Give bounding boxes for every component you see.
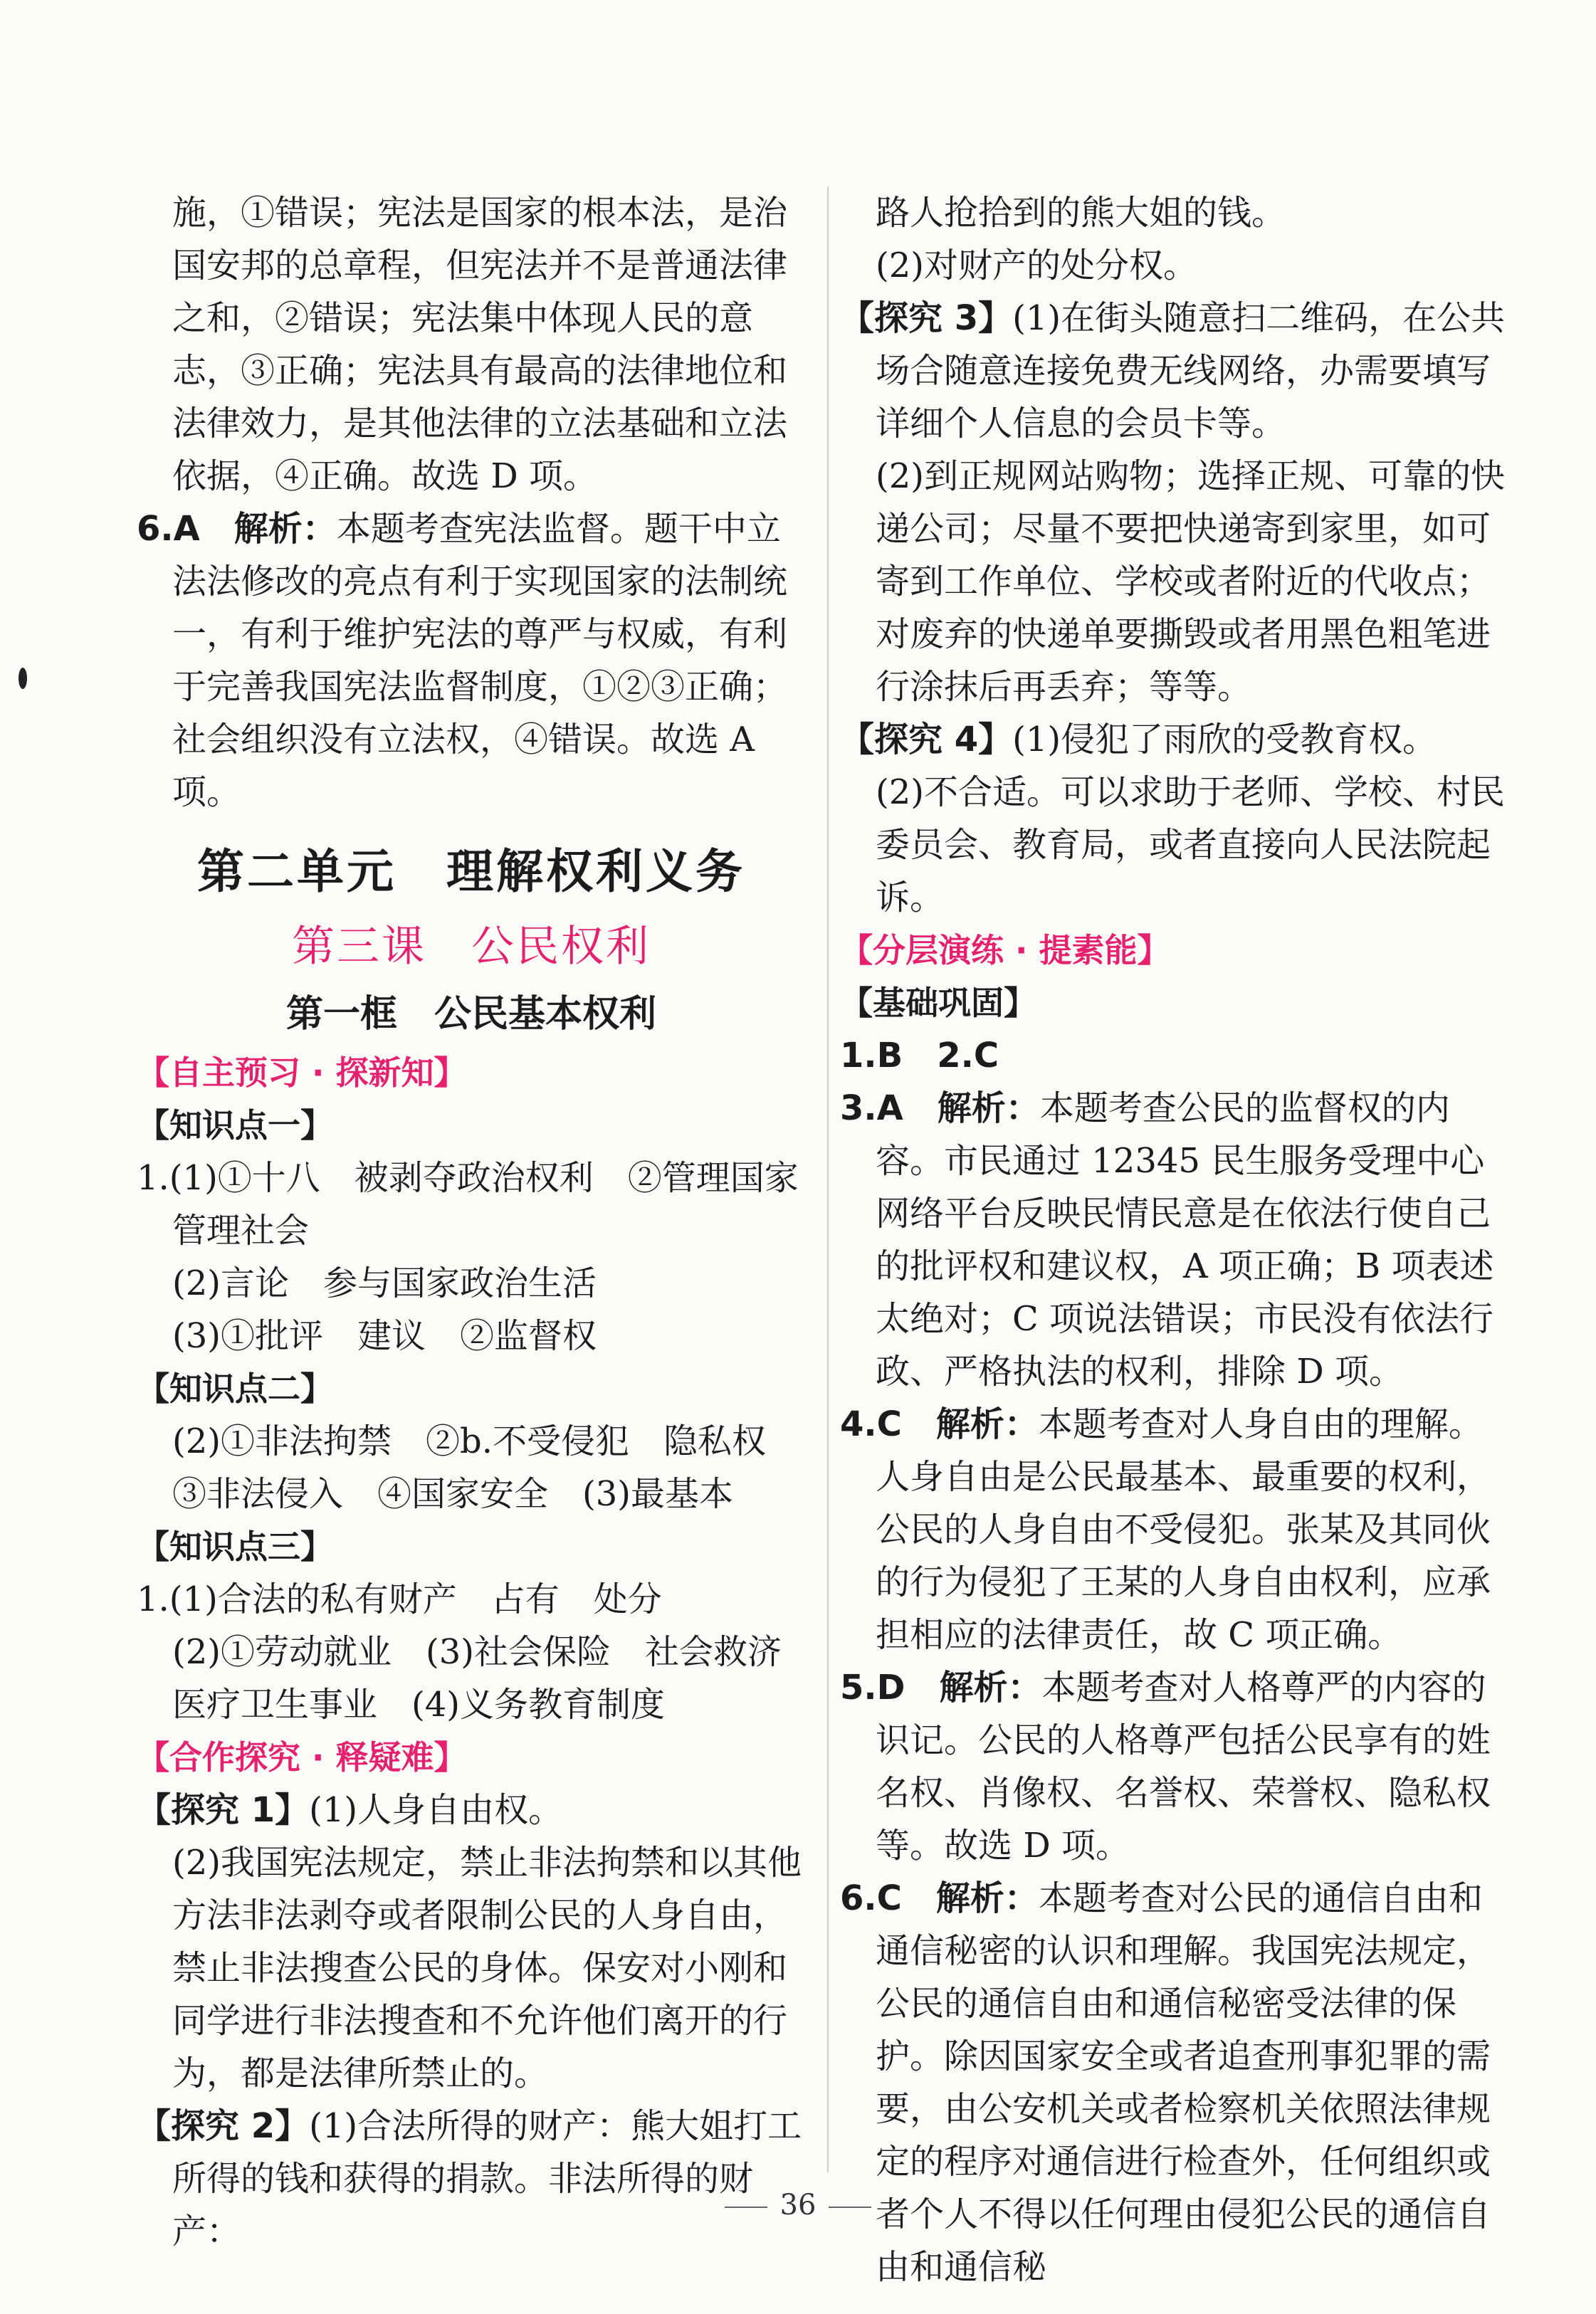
answer-6 <box>840 1872 1516 2293</box>
analysis-text: 本题考查对人身自由的理解。人身自由是公民最基本、最重要的权利，公民的人身自由不受侵犯。张某及其同伙的行为侵犯了王某的人身自由权利，应承担相应的法律责任，故 C 项正确。 <box>876 1404 1491 1655</box>
inquiry-1-part-2: (2)我国宪法规定，禁止非法拘禁和以其他方法非法剥夺或者限制公民的人身自由，禁止非法搜查公民的身体。保安对小刚和同学进行非法搜查和不允许他们离开的行为，都是法律所禁止的。 <box>172 1843 802 2093</box>
answer-number: 5.D <box>840 1668 905 1708</box>
answer-3 <box>840 1082 1516 1398</box>
page-number-dash <box>725 2207 767 2208</box>
answer-number: 6.A <box>137 509 200 549</box>
inquiry-text: (1)侵犯了雨欣的受教育权。 <box>1012 720 1437 759</box>
answer-number: 4.C <box>840 1404 902 1444</box>
analysis-text: 本题考查宪法监督。题干中立法法修改的亮点有利于实现国家的法制统一，有利于维护宪法的尊严与权威，有利于完善我国宪法监督制度，①②③正确；社会组织没有立法权，④错误。故选 A 项。 <box>172 509 788 812</box>
column-divider <box>827 186 829 2172</box>
answers-1-2: 1.B 2.C <box>840 1036 999 1076</box>
page-number-text: 36 <box>779 2189 817 2221</box>
basic-consolidation-heading: 【基础巩固】 <box>840 984 1036 1022</box>
inquiry-text: (1)合法所得的财产：熊大姐打工所得的钱和获得的捐款。非法所得的财产： <box>172 2106 802 2251</box>
inquiry-4-part-2: (2)不合适。可以求助于老师、学校、村民委员会、教育局，或者直接向人民法院起诉。 <box>876 772 1505 917</box>
inquiry-2-continuation: 路人抢拾到的熊大姐的钱。 <box>876 193 1286 233</box>
inquiry-label: 【探究 2】 <box>137 2106 310 2146</box>
kp1-line-c: (3)①批评 建议 ②监督权 <box>172 1316 597 1356</box>
inquiry-text: (1)在街头随意扫二维码，在公共场合随意连接免费无线网络，办需要填写详细个人信息的会员卡等。 <box>876 298 1506 443</box>
inquiry-label: 【探究 3】 <box>840 298 1013 338</box>
section-heading-cooperation: 【合作探究 · 释疑难】 <box>137 1738 467 1777</box>
kp1-line-a: 1.(1)①十八 被剥夺政治权利 ②管理国家管理社会 <box>137 1158 799 1251</box>
inquiry-1 <box>137 1784 806 1836</box>
analysis-label: 解析： <box>939 1668 1042 1708</box>
analysis-label: 解析： <box>935 1404 1039 1444</box>
frame-title: 第一框 公民基本权利 <box>285 993 656 1036</box>
answer-number: 6.C <box>840 1878 902 1918</box>
section-heading-preview: 【自主预习 · 探新知】 <box>137 1053 467 1092</box>
kp3-line-a: 1.(1)合法的私有财产 占有 处分 <box>137 1579 662 1619</box>
analysis-text: 本题考查公民的监督权的内容。市民通过 12345 民生服务受理中心网络平台反映民情民意是在依法行使自己的批评权和建议权，A 项正确；B 项表述太绝对；C 项说法错误；市民没有依法行政、严格执法的权利，排除 D 项。 <box>876 1088 1494 1392</box>
inquiry-3-part-2: (2)到正规网站购物；选择正规、可靠的快递公司；尽量不要把快递寄到家里，如可寄到工作单位、学校或者附近的代收点；对废弃的快递单要撕毁或者用黑色粗笔进行涂抹后再丢弃；等等。 <box>876 456 1505 707</box>
section-heading-layered-practice: 【分层演练 · 提素能】 <box>840 931 1170 969</box>
inquiry-label: 【探究 1】 <box>137 1790 310 1830</box>
inquiry-4 <box>840 713 1516 766</box>
kp1-line-b: (2)言论 参与国家政治生活 <box>172 1263 597 1303</box>
analysis-label: 解析： <box>233 509 337 549</box>
inquiry-label: 【探究 4】 <box>840 720 1013 759</box>
page-number <box>0 2189 1596 2221</box>
inquiry-text: (1)人身自由权。 <box>309 1790 563 1830</box>
kp3-line-b: (2)①劳动就业 (3)社会保险 社会救济医疗卫生事业 (4)义务教育制度 <box>172 1632 782 1725</box>
page-number-dash <box>829 2207 871 2208</box>
analysis-label: 解析： <box>937 1088 1040 1128</box>
kp2-line-b: ③非法侵入 ④国家安全 (3)最基本 <box>172 1474 733 1514</box>
answer-4 <box>840 1398 1516 1661</box>
answer-5 <box>840 1661 1516 1872</box>
kp2-line-a: (2)①非法拘禁 ②b.不受侵犯 隐私权 <box>172 1421 766 1461</box>
analysis-text: 本题考查对人格尊严的内容的识记。公民的人格尊严包括公民享有的姓名权、肖像权、名誉权、荣誉权、隐私权等。故选 D 项。 <box>876 1668 1491 1866</box>
answer-6 <box>137 503 806 819</box>
analysis-text: 本题考查对公民的通信自由和通信秘密的认识和理解。我国宪法规定，公民的通信自由和通信秘密受法律的保护。除因国家安全或者追查刑事犯罪的需要，由公安机关或者检察机关依照法律规定的程序对通信进行检查外，任何组织或者个人不得以任何理由侵犯公民的通信自由和通信秘 <box>876 1878 1491 2287</box>
right-column <box>840 186 1516 2293</box>
knowledge-point-3-heading: 【知识点三】 <box>137 1527 333 1566</box>
inquiry-3 <box>840 292 1516 450</box>
left-column <box>137 186 806 2258</box>
knowledge-point-1-heading: 【知识点一】 <box>137 1106 333 1145</box>
unit-title: 第二单元 理解权利义务 <box>197 844 745 899</box>
analysis-label: 解析： <box>935 1878 1039 1918</box>
answer-continuation: 施，①错误；宪法是国家的根本法，是治国安邦的总章程，但宪法并不是普通法律之和，②错误；宪法集中体现人民的意志，③正确；宪法具有最高的法律地位和法律效力，是其他法律的立法基础和立法依据，④正确。故选 D 项。 <box>172 193 788 496</box>
knowledge-point-2-heading: 【知识点二】 <box>137 1369 333 1408</box>
scan-mark <box>19 668 27 689</box>
lesson-title: 第三课 公民权利 <box>292 922 651 972</box>
inquiry-2 <box>137 2100 806 2258</box>
inquiry-2-part-2: (2)对财产的处分权。 <box>876 246 1197 285</box>
answer-number: 3.A <box>840 1088 903 1128</box>
